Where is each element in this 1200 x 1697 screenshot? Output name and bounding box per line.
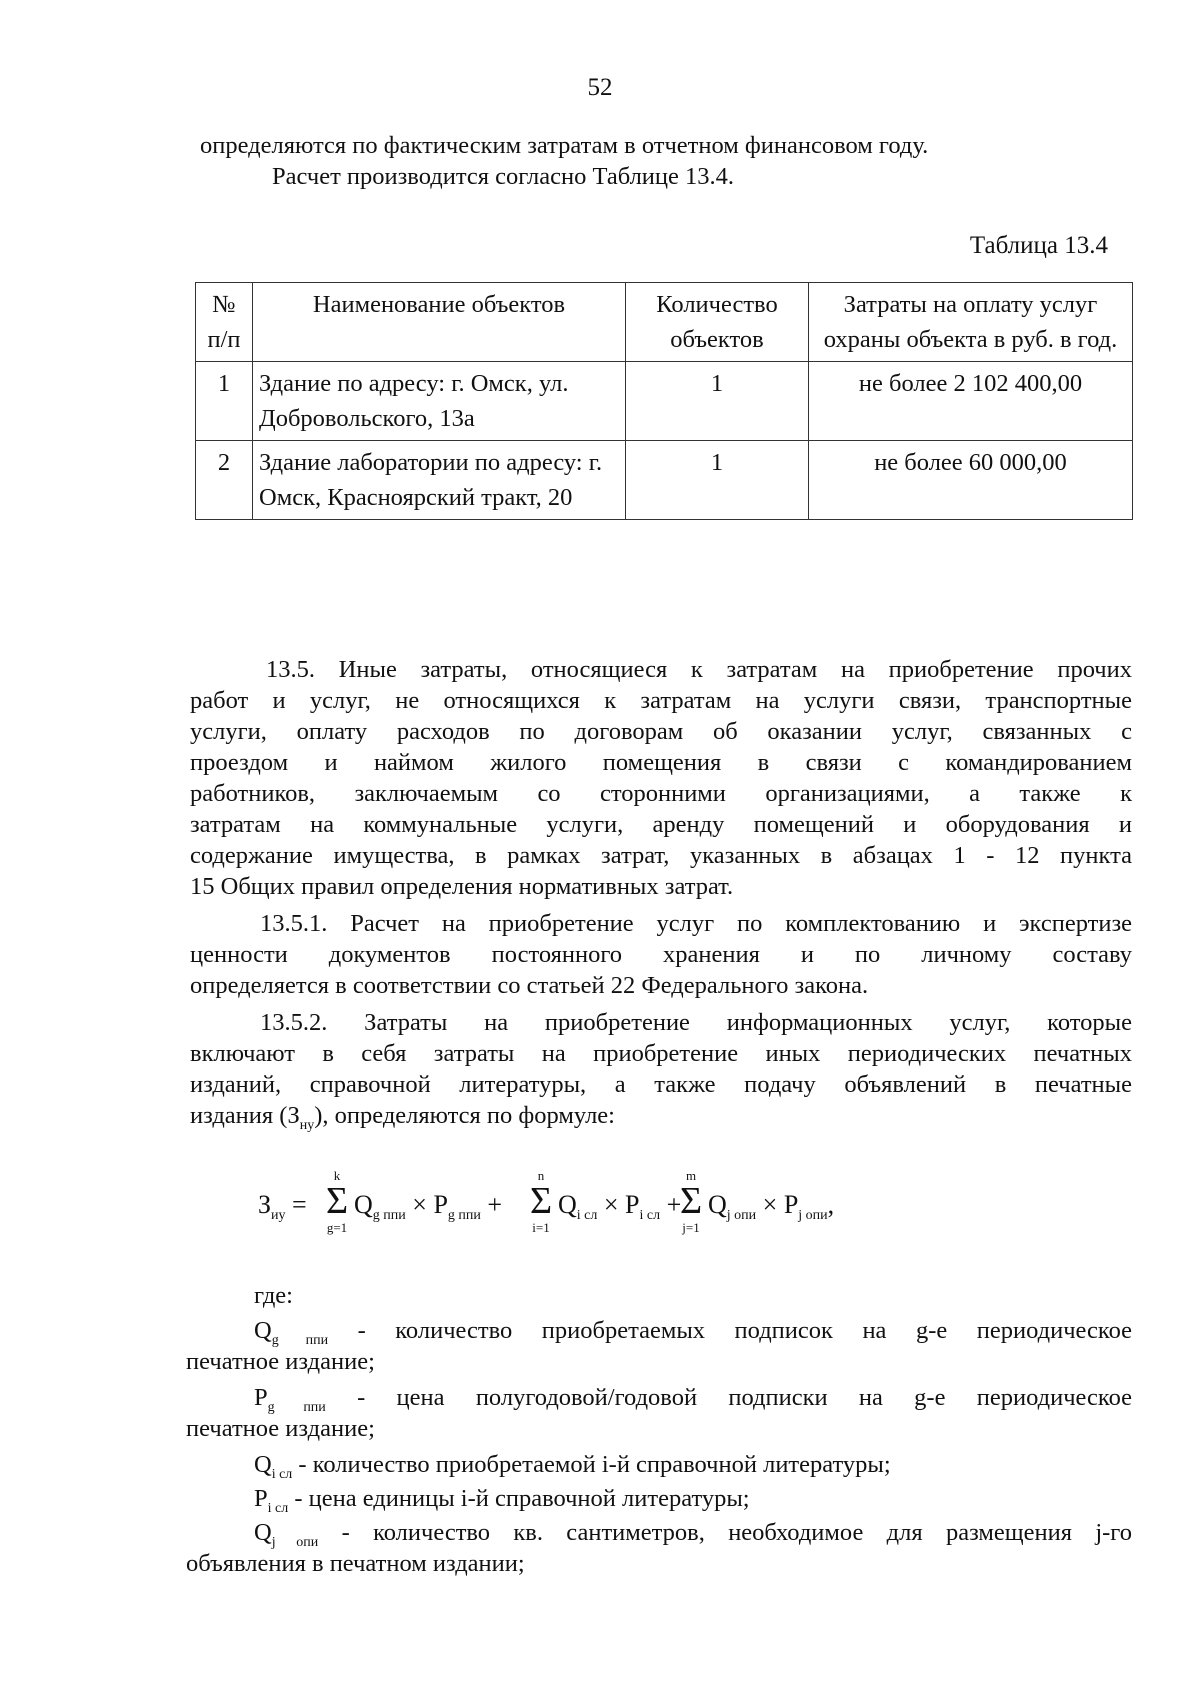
sum-symbol: n Σ i=1 xyxy=(529,1168,553,1235)
table-row xyxy=(196,441,1133,520)
sum-symbol: k Σ g=1 xyxy=(325,1168,349,1235)
header-qty: Количество объектов xyxy=(626,283,809,362)
sum-symbol: m Σ j=1 xyxy=(679,1168,703,1235)
intro-line-1: определяются по фактическим затратам в отчетном финансовом году. xyxy=(200,132,929,159)
where-item: $Q_{i сл}$ - количество приобретаемой i-й справочной литературы; xyxy=(254,1451,891,1482)
p1351-line: ценности документов постоянного хранения и по личному составу xyxy=(190,941,1132,968)
p1352-line: изданий, справочной литературы, а также подачу объявлений в печатные xyxy=(190,1071,1132,1098)
p1352-line: включают в себя затраты на приобретение иных периодических печатных xyxy=(190,1040,1132,1067)
where-item: $P_{i сл}$ - цена единицы i-й справочной литературы; xyxy=(254,1485,750,1516)
header-name: Наименование объектов xyxy=(253,283,626,362)
p135-line: содержание имущества, в рамках затрат, указанных в абзацах 1 - 12 пункта xyxy=(190,842,1132,869)
row-name: Здание лаборатории по адресу: г. Омск, Красноярский тракт, 20 xyxy=(253,441,626,520)
p1352-text: ), определяются по формуле: xyxy=(314,1102,615,1129)
p135-line: затратам на коммунальные услуги, аренду помещений и оборудования и xyxy=(190,811,1132,838)
row-cost: не более 2 102 400,00 xyxy=(809,362,1133,441)
p1352-text: издания (З xyxy=(190,1102,300,1129)
row-num: 1 xyxy=(196,362,253,441)
table-header-row xyxy=(196,283,1133,362)
p135-line: услуги, оплату расходов по договорам об оказании услуг, связанных с xyxy=(190,718,1132,745)
formula-term: $Q_{j опи} \times P_{j опи}$, xyxy=(708,1190,835,1224)
where-label: где: xyxy=(254,1282,293,1309)
formula-term: $Q_{i сл} \times P_{i сл}$ + xyxy=(558,1190,682,1224)
header-num: № п/п xyxy=(196,283,253,362)
formula-lhs: $З_{иу}$ = xyxy=(258,1190,307,1224)
intro-line-2: Расчет производится согласно Таблице 13.4. xyxy=(272,163,735,190)
p135-line: 15 Общих правил определения нормативных затрат. xyxy=(190,873,734,900)
row-cost: не более 60 000,00 xyxy=(809,441,1133,520)
page-number: 52 xyxy=(587,74,613,101)
table-row xyxy=(196,362,1133,441)
p1352-line xyxy=(190,1102,615,1134)
p1352-line: 13.5.2. Затраты на приобретение информационных услуг, которые xyxy=(260,1009,1132,1036)
table-caption: Таблица 13.4 xyxy=(969,232,1108,259)
p135-line: работ и услуг, не относящихся к затратам на услуги связи, транспортные xyxy=(190,687,1132,714)
where-item: $P_{g ппи}$ - цена полугодовой/годовой подписки на g-е периодическое xyxy=(254,1384,1132,1415)
where-item-cont: объявления в печатном издании; xyxy=(186,1550,525,1577)
row-qty: 1 xyxy=(626,362,809,441)
p135-line: работников, заключаемым со сторонними организациями, а также к xyxy=(190,780,1132,807)
header-cost: Затраты на оплату услуг охраны объекта в руб. в год. xyxy=(809,283,1133,362)
p1351-line: определяется в соответствии со статьей 22 Федерального закона. xyxy=(190,972,869,999)
where-item-cont: печатное издание; xyxy=(186,1348,375,1375)
row-name: Здание по адресу: г. Омск, ул. Добровольского, 13а xyxy=(253,362,626,441)
row-qty: 1 xyxy=(626,441,809,520)
formula xyxy=(258,1168,878,1248)
where-item: $Q_{j опи}$ - количество кв. сантиметров, необходимое для размещения j-го xyxy=(254,1519,1132,1550)
where-item-cont: печатное издание; xyxy=(186,1415,375,1442)
p1351-line: 13.5.1. Расчет на приобретение услуг по комплектованию и экспертизе xyxy=(260,910,1132,937)
where-item: $Q_{g ппи}$ - количество приобретаемых подписок на g-е периодическое xyxy=(254,1317,1132,1348)
p135-line: проездом и наймом жилого помещения в связи с командированием xyxy=(190,749,1132,776)
formula-term: $Q_{g ппи} \times P_{g ппи}$ + xyxy=(354,1190,503,1224)
costs-table xyxy=(195,282,1133,520)
row-num: 2 xyxy=(196,441,253,520)
p135-line: 13.5. Иные затраты, относящиеся к затратам на приобретение прочих xyxy=(266,656,1132,683)
p1352-sub: ну xyxy=(299,1117,315,1133)
